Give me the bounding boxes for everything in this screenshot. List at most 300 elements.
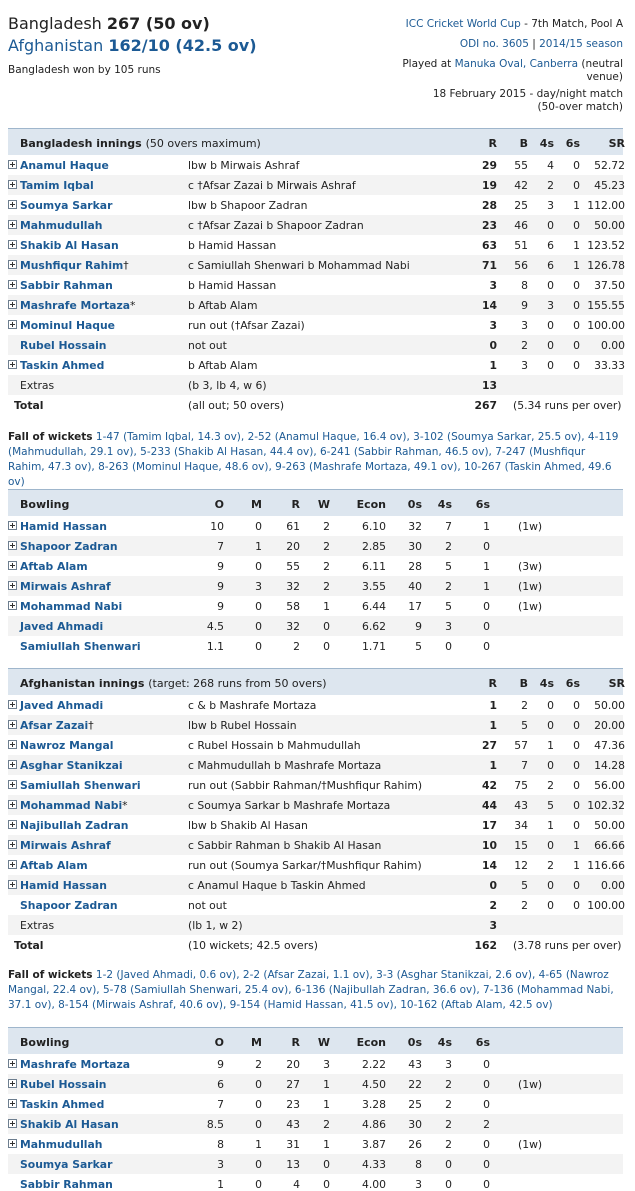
batsman-row [8, 695, 623, 715]
stat-sr: 102.32 [587, 799, 625, 812]
bowl-stat-f: 2 [445, 540, 452, 553]
bowl-stat-z: 43 [408, 1058, 422, 1071]
stat-sr: 112.00 [587, 199, 625, 212]
bowl-stat-f: 0 [445, 1158, 452, 1171]
team2-line [8, 36, 257, 55]
batsman-name-text[interactable]: Rubel Hossain [20, 339, 107, 352]
expand-icon[interactable] [8, 160, 17, 169]
expand-icon[interactable] [8, 300, 17, 309]
batsman-name-text[interactable]: Anamul Haque [20, 159, 109, 172]
batsman-row [8, 255, 623, 275]
bowl-stat-s: 0 [483, 640, 490, 653]
expand-icon[interactable] [8, 720, 17, 729]
stat-f: 6 [547, 239, 554, 252]
innings-title: Bangladesh innings [20, 137, 142, 150]
bowl-col-header-o: O [214, 498, 224, 511]
odi-info: ODI no. 3605 | 2014/15 season [459, 38, 623, 50]
inn2-innings-header [8, 668, 623, 695]
bowl-stat-w: 1 [323, 1078, 330, 1091]
dismissal: b Hamid Hassan [188, 239, 277, 252]
expand-icon[interactable] [8, 1099, 17, 1108]
batsman-name-text[interactable]: Mushfiqur Rahim [20, 259, 124, 272]
batsman-name-text[interactable]: Soumya Sarkar [20, 199, 113, 212]
bowl-stat-e: 6.44 [361, 600, 386, 613]
expand-icon[interactable] [8, 820, 17, 829]
batsman-name-text[interactable]: Mirwais Ashraf [20, 839, 111, 852]
stat-r: 10 [481, 839, 497, 852]
expand-icon[interactable] [8, 1079, 17, 1088]
expand-icon[interactable] [8, 860, 17, 869]
bowler-name[interactable]: Mirwais Ashraf [20, 580, 111, 593]
stat-f: 2 [547, 859, 554, 872]
stat-f: 6 [547, 259, 554, 272]
bowler-name[interactable]: Shapoor Zadran [20, 540, 118, 553]
stat-sr: 37.50 [594, 279, 625, 292]
stat-f: 0 [547, 339, 554, 352]
bowl-stat-s: 0 [483, 1138, 490, 1151]
stat-b: 51 [514, 239, 528, 252]
batsman-name[interactable] [20, 779, 141, 792]
date-info [423, 88, 623, 114]
stat-b: 56 [514, 259, 528, 272]
batsman-name[interactable] [20, 839, 111, 852]
stat-s: 0 [573, 279, 580, 292]
stat-s: 1 [573, 199, 580, 212]
col-header-s: 6s [565, 677, 580, 690]
batsman-name-text[interactable]: Shakib Al Hasan [20, 239, 119, 252]
expand-icon[interactable] [8, 280, 17, 289]
stat-s: 0 [573, 719, 580, 732]
stat-b: 57 [514, 739, 528, 752]
batsman-row [8, 295, 623, 315]
stat-r: 1 [489, 359, 497, 372]
batsman-name-text[interactable]: Nawroz Mangal [20, 739, 114, 752]
batsman-role-mark: * [130, 299, 136, 312]
stat-sr: 50.00 [594, 819, 625, 832]
batsman-name-text[interactable]: Afsar Zazai [20, 719, 89, 732]
stat-f: 0 [547, 839, 554, 852]
stat-s: 0 [573, 899, 580, 912]
stat-f: 5 [547, 799, 554, 812]
bowl-col-header-o: O [214, 1036, 224, 1049]
bowl-stat-r: 23 [286, 1098, 300, 1111]
bowl-col-header-s: 6s [475, 1036, 490, 1049]
batsman-name[interactable] [20, 699, 103, 712]
bowl-stat-e: 3.28 [361, 1098, 386, 1111]
bowl-stat-s: 0 [483, 1178, 490, 1191]
batsman-name-text[interactable]: Sabbir Rahman [20, 279, 113, 292]
fow-label: Fall of wickets [8, 431, 93, 443]
bowl-stat-s: 0 [483, 1078, 490, 1091]
series-link[interactable]: ICC Cricket World Cup [405, 18, 521, 30]
bowl-stat-f: 0 [445, 1178, 452, 1191]
bowl-stat-r: 31 [286, 1138, 300, 1151]
expand-icon[interactable] [8, 561, 17, 570]
stat-sr: 100.00 [587, 319, 625, 332]
dismissal: lbw b Shakib Al Hasan [188, 819, 308, 832]
expand-icon[interactable] [8, 840, 17, 849]
bowl-stat-w: 0 [323, 1158, 330, 1171]
batsman-name-text[interactable]: Tamim Iqbal [20, 179, 94, 192]
inn1-innings-header [8, 128, 623, 155]
bowl-stat-m: 0 [255, 1098, 262, 1111]
batsman-name-text[interactable]: Mohammad Nabi [20, 799, 123, 812]
stat-s: 0 [573, 879, 580, 892]
stat-f: 0 [547, 319, 554, 332]
inn1-innings-title [20, 137, 261, 150]
inn2-bowling-table [8, 1027, 623, 1191]
stat-sr: 47.36 [594, 739, 625, 752]
bowl-stat-z: 40 [408, 580, 422, 593]
season-link[interactable]: 2014/15 season [539, 38, 623, 50]
expand-icon[interactable] [8, 1059, 17, 1068]
bowl-stat-r: 2 [293, 640, 300, 653]
bowl-stat-r: 32 [286, 580, 300, 593]
stat-r: 44 [481, 799, 497, 812]
batsman-name-text[interactable]: Samiullah Shenwari [20, 779, 141, 792]
batsman-name[interactable] [20, 279, 113, 292]
bowl-stat-o: 9 [217, 580, 224, 593]
extras-detail: (b 3, lb 4, w 6) [188, 379, 267, 392]
stat-b: 75 [514, 779, 528, 792]
expand-icon[interactable] [8, 700, 17, 709]
bowl-stat-z: 26 [408, 1138, 422, 1151]
stat-s: 0 [573, 339, 580, 352]
batsman-name-text[interactable]: Mominul Haque [20, 319, 116, 332]
expand-icon[interactable] [8, 260, 17, 269]
stat-f: 4 [547, 159, 554, 172]
bowl-col-header-r: R [291, 1036, 300, 1049]
expand-icon[interactable] [8, 1139, 17, 1148]
innings-subtitle: (50 overs maximum) [145, 137, 261, 150]
batsman-name-text[interactable]: Taskin Ahmed [20, 359, 105, 372]
dismissal: c Samiullah Shenwari b Mohammad Nabi [188, 259, 410, 272]
stat-f: 2 [547, 179, 554, 192]
batsman-name[interactable] [20, 739, 114, 752]
batsman-name[interactable] [20, 879, 107, 892]
batsman-name-text[interactable]: Hamid Hassan [20, 879, 107, 892]
batsman-row [8, 275, 623, 295]
bowl-stat-r: 20 [286, 1058, 300, 1071]
stat-f: 0 [547, 359, 554, 372]
batsman-name[interactable] [20, 299, 135, 312]
total-row [8, 935, 623, 955]
match-format: (50-over match) [537, 101, 623, 113]
odi-link[interactable]: ODI no. 3605 [459, 38, 529, 50]
innings-title: Afghanistan innings [20, 677, 145, 690]
inn1-batting-table [8, 128, 623, 415]
batsman-name[interactable] [20, 159, 109, 172]
batsman-row [8, 815, 623, 835]
stat-r: 14 [481, 299, 497, 312]
played-at-label: Played at [402, 58, 452, 70]
batsman-row [8, 195, 623, 215]
stat-b: 5 [521, 719, 528, 732]
match-date: 18 February 2015 - day/night match [432, 88, 623, 100]
bowl-stat-r: 4 [293, 1178, 300, 1191]
fow-label: Fall of wickets [8, 969, 93, 981]
batsman-name-text[interactable]: Javed Ahmadi [20, 699, 104, 712]
bowler-row [8, 1134, 623, 1154]
stat-sr: 56.00 [594, 779, 625, 792]
bowl-col-header-s: 6s [475, 498, 490, 511]
stat-r: 23 [481, 219, 497, 232]
dismissal: not out [188, 899, 227, 912]
dismissal: run out (†Afsar Zazai) [188, 319, 305, 332]
batsman-name-text[interactable]: Asghar Stanikzai [20, 759, 123, 772]
bowl-stat-s: 1 [483, 580, 490, 593]
bowl-stat-o: 7 [217, 1098, 224, 1111]
expand-icon[interactable] [8, 360, 17, 369]
inn1-bowling-header [8, 489, 623, 516]
stat-s: 1 [573, 259, 580, 272]
bowl-stat-m: 0 [255, 1178, 262, 1191]
bowl-stat-r: 58 [286, 600, 300, 613]
batsman-name[interactable] [20, 179, 94, 192]
bowl-stat-e: 6.62 [361, 620, 386, 633]
expand-icon[interactable] [8, 541, 17, 550]
stat-sr: 116.66 [587, 859, 625, 872]
stat-r: 17 [481, 819, 497, 832]
stat-s: 1 [573, 239, 580, 252]
stat-s: 0 [573, 179, 580, 192]
stat-r: 29 [481, 159, 497, 172]
bowler-row [8, 636, 623, 656]
batsman-role-mark: † [88, 719, 94, 732]
bowler-name[interactable]: Mashrafe Mortaza [20, 1058, 131, 1071]
batsman-name[interactable] [20, 219, 102, 232]
venue-link[interactable]: Manuka Oval, Canberra [454, 58, 578, 70]
dismissal: run out (Sabbir Rahman/†Mushfiqur Rahim) [188, 779, 423, 792]
bowl-stat-m: 0 [255, 520, 262, 533]
stat-sr: 33.33 [594, 359, 625, 372]
team2-name: Afghanistan [8, 36, 104, 55]
dismissal: lbw b Rubel Hossain [188, 719, 297, 732]
dismissal: not out [188, 339, 227, 352]
bowl-stat-m: 0 [255, 600, 262, 613]
bowl-stat-m: 0 [255, 560, 262, 573]
expand-icon[interactable] [8, 581, 17, 590]
stat-r: 42 [481, 779, 497, 792]
stat-r: 0 [489, 879, 497, 892]
expand-icon[interactable] [8, 780, 17, 789]
bowl-col-header-e: Econ [356, 1036, 386, 1049]
inn1-fall-of-wickets [8, 430, 623, 490]
bowl-stat-e: 6.11 [361, 560, 386, 573]
bowl-stat-m: 0 [255, 1158, 262, 1171]
expand-icon[interactable] [8, 740, 17, 749]
bowler-row [8, 1114, 623, 1134]
bowler-name[interactable]: Samiullah Shenwari [20, 640, 141, 653]
dismissal: c Mahmudullah b Mashrafe Mortaza [188, 759, 382, 772]
run-rate: (5.34 runs per over) [513, 399, 622, 412]
inn2-innings-title [20, 677, 327, 690]
batsman-name-text[interactable]: Mashrafe Mortaza [20, 299, 131, 312]
batsman-name[interactable] [20, 319, 115, 332]
stat-r: 28 [481, 199, 497, 212]
bowl-stat-w: 0 [323, 620, 330, 633]
col-header-r: R [488, 137, 497, 150]
fow-text: 1-2 (Javed Ahmadi, 0.6 ov), 2-2 (Afsar Zazai, 1.1 ov), 3-3 (Asghar Stanikzai, 2.6 ov), 4-65 (Nawroz Mangal, 22.4 ov), 5-78 (Samiullah Shenwari, 25.4 ov), 6-136 (Najibullah Zadran, 36.6 ov), 7-136 (Mohammad Nabi, 37.1 ov), 8-154 (Mirwais Ashraf, 40.6 ov), 9-154 (Hamid Hassan, 41.5 ov), 10-162 (Aftab Alam, 42.5 ov) [8, 969, 614, 1011]
batsman-name[interactable] [20, 339, 107, 352]
batsman-row [8, 175, 623, 195]
bowl-stat-z: 17 [408, 600, 422, 613]
batsman-name[interactable] [20, 799, 128, 812]
inn2-bowling-header [8, 1027, 623, 1054]
batsman-name[interactable] [20, 819, 128, 832]
expand-icon[interactable] [8, 800, 17, 809]
bowler-row [8, 556, 623, 576]
bowl-extras: (1w) [518, 520, 543, 533]
expand-icon[interactable] [8, 760, 17, 769]
match-result: Bangladesh won by 105 runs [8, 64, 161, 76]
bowl-stat-r: 55 [286, 560, 300, 573]
bowler-row [8, 596, 623, 616]
total-label: Total [14, 939, 44, 952]
bowler-name[interactable]: Aftab Alam [20, 560, 88, 573]
batsman-row [8, 315, 623, 335]
bowl-stat-s: 0 [483, 1098, 490, 1111]
expand-icon[interactable] [8, 521, 17, 530]
bowl-stat-e: 3.55 [361, 580, 386, 593]
batsman-name[interactable] [20, 859, 88, 872]
bowl-stat-w: 2 [323, 520, 330, 533]
total-label: Total [14, 399, 44, 412]
batsman-row [8, 155, 623, 175]
bowl-stat-z: 28 [408, 560, 422, 573]
stat-b: 7 [521, 759, 528, 772]
bowl-stat-o: 4.5 [206, 620, 224, 633]
batsman-name-text[interactable]: Mahmudullah [20, 219, 103, 232]
stat-sr: 66.66 [594, 839, 625, 852]
bowl-stat-w: 2 [323, 1118, 330, 1131]
stat-sr: 52.72 [594, 159, 625, 172]
bowl-stat-e: 4.50 [361, 1078, 386, 1091]
stat-s: 0 [573, 819, 580, 832]
bowler-name[interactable]: Rubel Hossain [20, 1078, 107, 1091]
bowl-col-header-f: 4s [437, 498, 452, 511]
expand-icon[interactable] [8, 200, 17, 209]
match-header [0, 0, 635, 122]
bowl-stat-z: 30 [408, 1118, 422, 1131]
total-detail: (10 wickets; 42.5 overs) [188, 939, 318, 952]
stat-s: 0 [573, 779, 580, 792]
batsman-name[interactable] [20, 259, 129, 272]
dismissal: lbw b Shapoor Zadran [188, 199, 308, 212]
bowler-row [8, 536, 623, 556]
stat-b: 8 [521, 279, 528, 292]
stat-f: 0 [547, 879, 554, 892]
stat-b: 42 [514, 179, 528, 192]
bowl-extras: (1w) [518, 1138, 543, 1151]
bowler-name[interactable]: Mahmudullah [20, 1138, 103, 1151]
bowl-col-header-m: M [251, 498, 262, 511]
dismissal: c Soumya Sarkar b Mashrafe Mortaza [188, 799, 391, 812]
col-header-s: 6s [565, 137, 580, 150]
batsman-row [8, 735, 623, 755]
stat-f: 2 [547, 779, 554, 792]
expand-icon[interactable] [8, 220, 17, 229]
bowl-stat-s: 0 [483, 540, 490, 553]
batsman-row [8, 775, 623, 795]
stat-r: 1 [489, 699, 497, 712]
dismissal: c & b Mashrafe Mortaza [188, 699, 317, 712]
bowl-stat-s: 1 [483, 560, 490, 573]
col-header-b: B [519, 137, 528, 150]
bowler-name[interactable]: Soumya Sarkar [20, 1158, 113, 1171]
bowler-name[interactable]: Mohammad Nabi [20, 600, 123, 613]
expand-icon[interactable] [8, 240, 17, 249]
bowler-name[interactable]: Hamid Hassan [20, 520, 107, 533]
bowler-name[interactable]: Javed Ahmadi [20, 620, 104, 633]
stat-b: 3 [521, 319, 528, 332]
team2-score: 162/10 (42.5 ov) [108, 36, 257, 55]
bowl-stat-w: 2 [323, 580, 330, 593]
bowl-stat-w: 1 [323, 1098, 330, 1111]
stat-s: 1 [573, 859, 580, 872]
bowler-name[interactable]: Sabbir Rahman [20, 1178, 113, 1191]
batsman-name[interactable] [20, 199, 112, 212]
stat-b: 2 [521, 699, 528, 712]
batsman-name[interactable] [20, 899, 118, 912]
series-info [406, 18, 623, 31]
inn2-fall-of-wickets [8, 968, 623, 1013]
stat-r: 1 [489, 719, 497, 732]
stat-sr: 0.00 [600, 879, 625, 892]
bowl-stat-o: 1 [217, 1178, 224, 1191]
batsman-row [8, 875, 623, 895]
expand-icon[interactable] [8, 880, 17, 889]
stat-s: 1 [573, 839, 580, 852]
bowl-stat-m: 1 [255, 540, 262, 553]
bowler-name[interactable]: Taskin Ahmed [20, 1098, 105, 1111]
bowl-stat-w: 0 [323, 1178, 330, 1191]
bowler-row [8, 1154, 623, 1174]
expand-icon[interactable] [8, 180, 17, 189]
bowl-stat-o: 8.5 [206, 1118, 224, 1131]
batsman-name[interactable] [20, 719, 94, 732]
batsman-name-text[interactable]: Shapoor Zadran [20, 899, 118, 912]
stat-sr: 155.55 [587, 299, 625, 312]
bowl-stat-f: 7 [445, 520, 452, 533]
expand-icon[interactable] [8, 320, 17, 329]
batsman-name[interactable] [20, 239, 119, 252]
batsman-name-text[interactable]: Najibullah Zadran [20, 819, 129, 832]
bowler-name[interactable]: Shakib Al Hasan [20, 1118, 119, 1131]
batsman-name[interactable] [20, 359, 104, 372]
bowl-extras: (3w) [518, 560, 543, 573]
expand-icon[interactable] [8, 601, 17, 610]
bowl-extras: (1w) [518, 580, 543, 593]
batsman-name[interactable] [20, 759, 123, 772]
bowl-stat-m: 1 [255, 1138, 262, 1151]
bowl-stat-o: 10 [210, 520, 224, 533]
expand-icon[interactable] [8, 1119, 17, 1128]
stat-b: 55 [514, 159, 528, 172]
bowl-stat-o: 7 [217, 540, 224, 553]
bowling-title: Bowling [20, 498, 70, 511]
bowl-col-header-w: W [317, 1036, 330, 1049]
stat-sr: 126.78 [587, 259, 625, 272]
bowl-stat-f: 2 [445, 580, 452, 593]
stat-b: 9 [521, 299, 528, 312]
batsman-name-text[interactable]: Aftab Alam [20, 859, 88, 872]
bowl-stat-s: 0 [483, 620, 490, 633]
stat-b: 46 [514, 219, 528, 232]
stat-f: 3 [547, 199, 554, 212]
bowl-stat-e: 4.86 [361, 1118, 386, 1131]
total-value: 162 [474, 939, 497, 952]
